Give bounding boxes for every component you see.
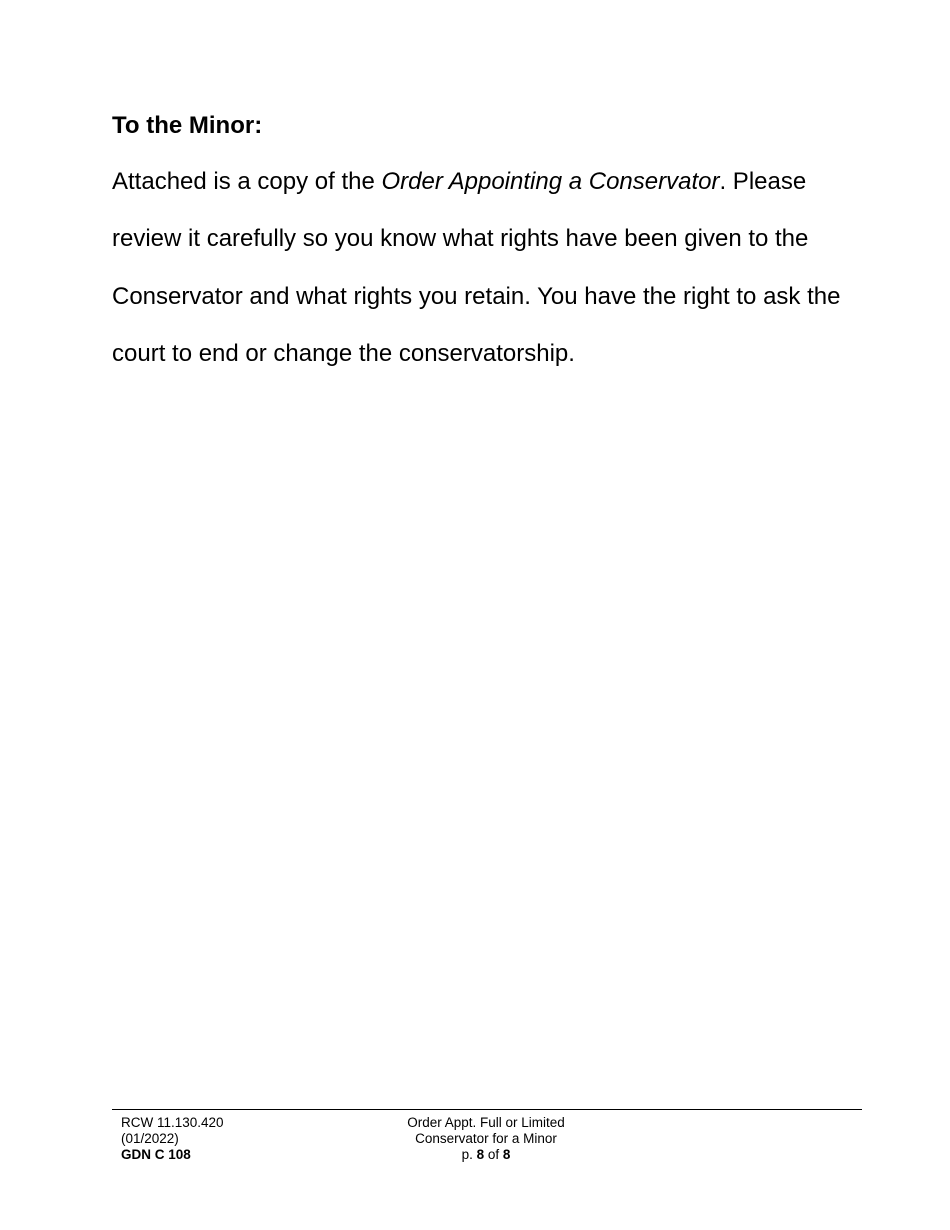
page-total: 8 <box>502 1147 511 1162</box>
footer-divider <box>112 1109 862 1110</box>
section-heading: To the Minor: <box>112 112 263 139</box>
footer-form-info <box>121 1115 224 1163</box>
footer-form-title <box>336 1115 636 1163</box>
footer-title-line2: Conservator for a Minor <box>415 1131 557 1146</box>
page-prefix: p. <box>461 1147 477 1162</box>
page-current: 8 <box>476 1147 485 1162</box>
footer-revision: (01/2022) <box>121 1131 179 1146</box>
paragraph-rest: . Please review it carefully so you know what rights have been given to the Conservator and what rights you retain. You have the right to ask the court to end or change the conservatorship. <box>112 168 841 367</box>
footer-form-code: GDN C 108 <box>121 1147 191 1162</box>
footer-title-line1: Order Appt. Full or Limited <box>407 1115 565 1130</box>
footer-page-number <box>336 1147 636 1163</box>
order-title: Order Appointing a Conservator <box>381 168 720 195</box>
notice-paragraph <box>112 153 842 382</box>
footer-statute: RCW 11.130.420 <box>121 1115 224 1130</box>
paragraph-lead: Attached is a copy of the <box>112 168 382 195</box>
page-of: of <box>484 1147 503 1162</box>
